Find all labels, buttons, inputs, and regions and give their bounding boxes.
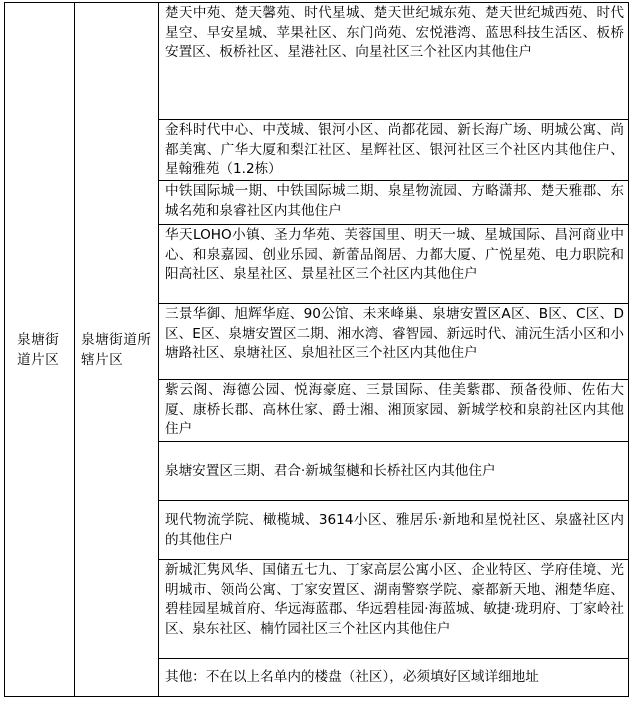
other-note-text: 其他：不在以上名单内的楼盘（社区），必须填好区域详细地址 bbox=[165, 669, 539, 686]
community-list-text: 楚天中苑、楚天馨苑、时代星城、楚天世纪城东苑、楚天世纪城西苑、时代星空、早安星城、苹果社区、东门尚苑、宏悦港湾、蓝思科技生活区、板桥安置区、板桥社区、星港社区、向星社区三个社区内其他住户 bbox=[165, 5, 624, 60]
community-cell bbox=[159, 3, 629, 120]
community-list-text: 紫云阁、海德公园、悦海豪庭、三景国际、佳美紫郡、预备役师、佐佑大厦、康桥长郡、高林仕家、爵士湘、湘顶家园、新城学校和泉韵社区内其他住户 bbox=[165, 382, 624, 437]
community-cell bbox=[159, 181, 629, 225]
community-list-text: 中铁国际城一期、中铁国际城二期、泉星物流园、方略潇邦、楚天雅郡、东城名苑和泉睿社区内其他住户 bbox=[165, 183, 624, 219]
community-cell bbox=[159, 380, 629, 442]
community-cell bbox=[159, 120, 629, 181]
community-cell bbox=[159, 304, 629, 380]
community-list-text: 华天LOHO小镇、圣力华苑、芙蓉国里、明天一城、星城国际、昌河商业中心、和泉嘉园、创业乐园、新蕾品阁居、力都大厦、广悦星苑、电力职院和阳高社区、泉星社区、景星社区三个社区内其他住户 bbox=[165, 227, 624, 282]
community-cell bbox=[159, 442, 629, 501]
table-row bbox=[5, 3, 629, 120]
community-cell bbox=[159, 560, 629, 659]
community-cell bbox=[159, 225, 629, 304]
community-list-text: 泉塘安置区三期、君合·新城玺樾和长桥社区内其他住户 bbox=[165, 462, 496, 479]
community-cell bbox=[159, 501, 629, 560]
community-list-text: 金科时代中心、中茂城、银河小区、尚都花园、新长海广场、明城公寓、尚都美寓、广华大厦和梨江社区、星辉社区、银河社区三个社区内其他住户、星翰雅苑（1.2栋） bbox=[165, 122, 624, 177]
community-list-text: 新城汇隽风华、国储五七九、丁家高层公寓小区、企业特区、学府佳境、光明城市、领尚公寓、丁家安置区、湖南警察学院、豪都新天地、湘楚华庭、碧桂园星城首府、华远海蓝郡、华远碧桂园·海蓝城、敏捷·珑玥府、丁家岭社区、泉东社区、楠竹园社区三个社区内其他住户 bbox=[165, 562, 624, 637]
area-cell: 泉塘街道片区 bbox=[5, 3, 75, 697]
community-list-text: 现代物流学院、橄榄城、3614小区、雅居乐·新地和星悦社区、泉盛社区内的其他住户 bbox=[165, 512, 624, 548]
subarea-cell: 泉塘街道所辖片区 bbox=[75, 3, 159, 697]
community-list-text: 三景华御、旭辉华庭、90公馆、未来峰巢、泉塘安置区A区、B区、C区、D区、E区、泉塘安置区二期、湘水湾、睿智园、新远时代、浦沅生活小区和小塘路社区、泉塘社区、泉旭社区三个社区内其他住户 bbox=[165, 306, 624, 361]
community-table bbox=[4, 2, 629, 697]
community-cell bbox=[159, 659, 629, 697]
